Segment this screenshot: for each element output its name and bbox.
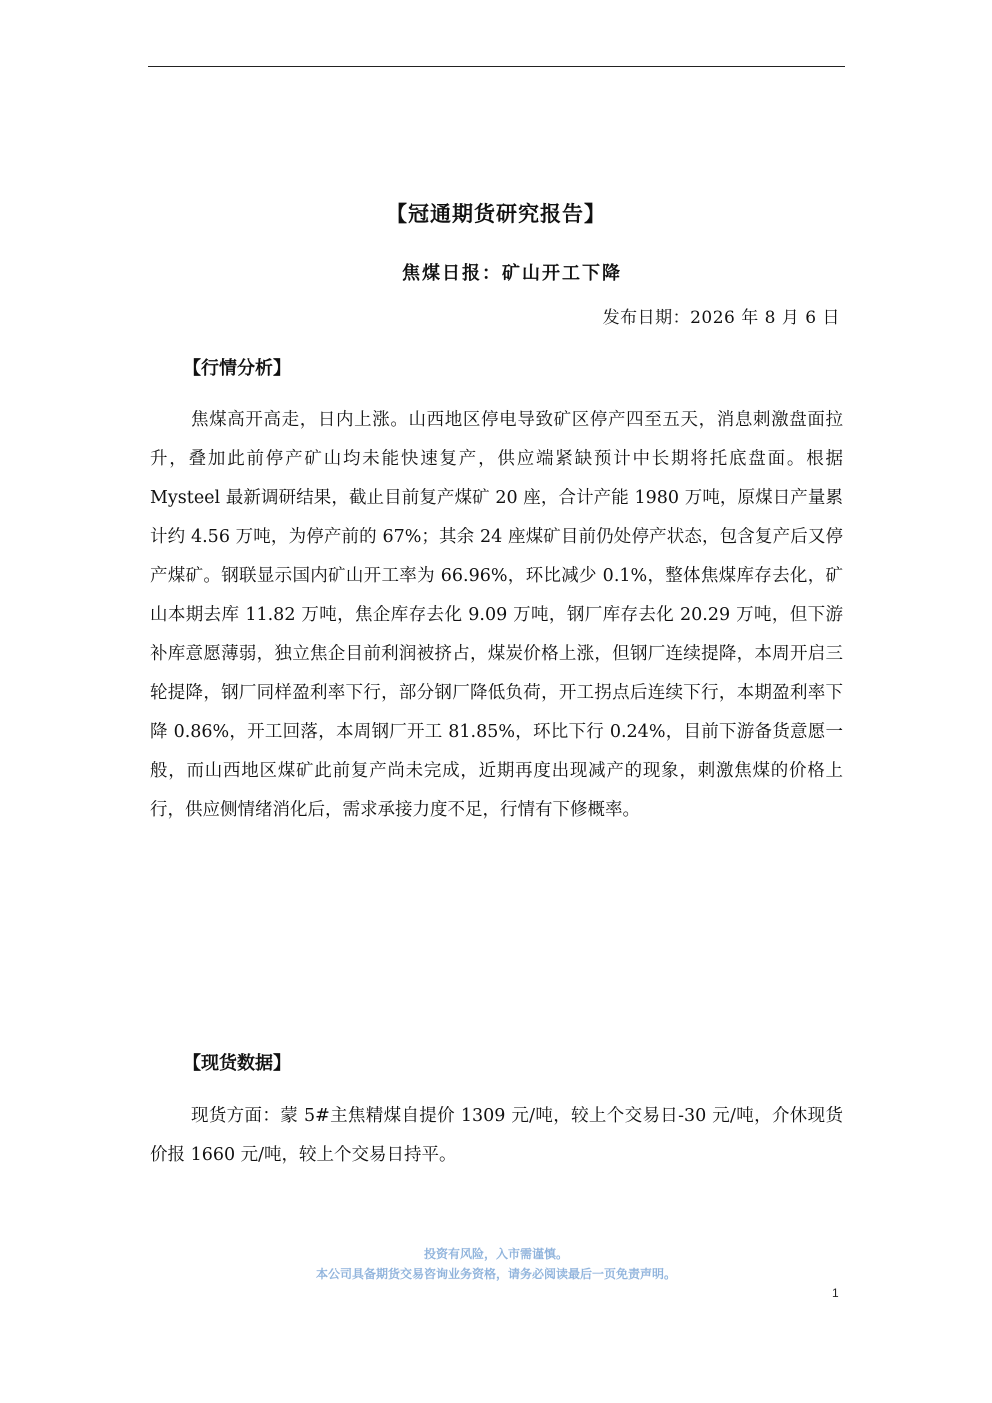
spot-data-paragraph: 现货方面：蒙 5#主焦精煤自提价 1309 元/吨，较上个交易日-30 元/吨，介休现货价报 1660 元/吨，较上个交易日持平。	[150, 1106, 843, 1165]
header-rule	[148, 66, 845, 67]
page-number: 1	[832, 1286, 839, 1300]
market-analysis-heading: 【行情分析】	[183, 358, 291, 379]
report-subtitle: 焦煤日报：矿山开工下降	[402, 263, 622, 284]
spot-data-heading: 【现货数据】	[183, 1053, 291, 1074]
market-analysis-paragraph: 焦煤高开高走，日内上涨。山西地区停电导致矿区停产四至五天，消息刺激盘面拉升，叠加此前停产矿山均未能快速复产，供应端紧缺预计中长期将托底盘面。根据 Mysteel 最新调研结果，截止目前复产煤矿 20 座，合计产能 1980 万吨，原煤日产量累计约 4.56 万吨，为停产前的 67%；其余 24 座煤矿目前仍处停产状态，包含复产后又停产煤矿。钢联显示国内矿山开工率为 66.96%，环比减少 0.1%，整体焦煤库存去化，矿山本期去库 11.82 万吨，焦企库存去化 9.09 万吨，钢厂库存去化 20.29 万吨，但下游补库意愿薄弱，独立焦企目前利润被挤占，煤炭价格上涨，但钢厂连续提降，本周开启三轮提降，钢厂同样盈利率下行，部分钢厂降低负荷，开工拐点后连续下行，本期盈利率下降 0.86%，开工回落，本周钢厂开工 81.85%，环比下行 0.24%，目前下游备货意愿一般，而山西地区煤矿此前复产尚未完成，近期再度出现减产的现象，刺激焦煤的价格上行，供应侧情绪消化后，需求承接力度不足，行情有下修概率。	[150, 410, 843, 820]
report-title: 【冠通期货研究报告】	[386, 202, 606, 226]
disclaimer-notice: 本公司具备期货交易咨询业务资格，请务必阅读最后一页免责声明。	[315, 1267, 676, 1281]
risk-notice: 投资有风险，入市需谨慎。	[423, 1247, 568, 1261]
publish-date: 发布日期：2026 年 8 月 6 日	[602, 308, 840, 328]
